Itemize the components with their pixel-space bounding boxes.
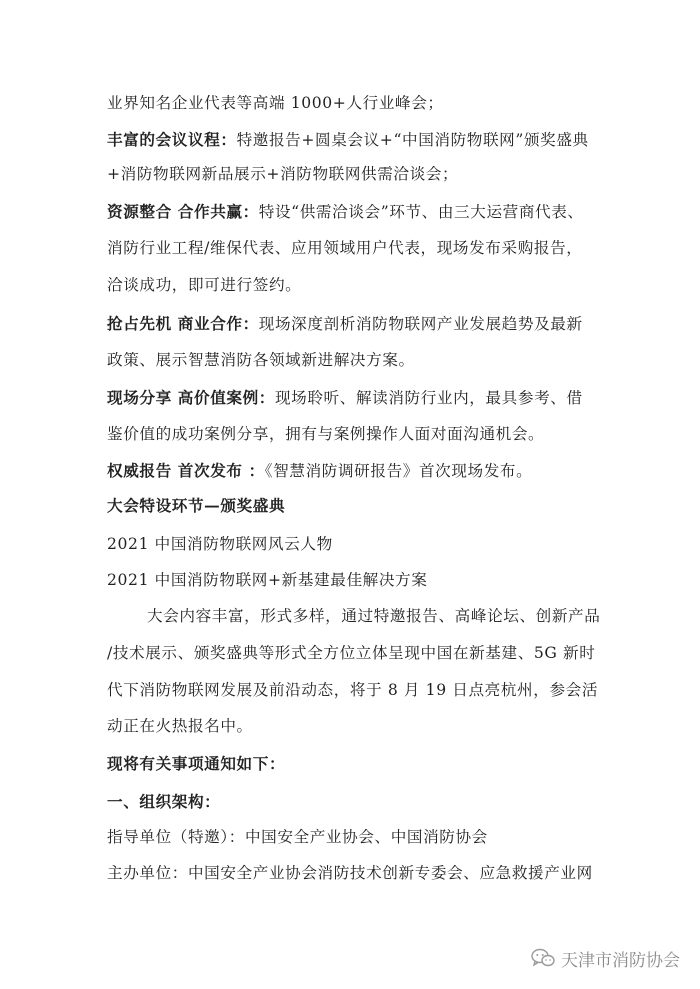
section-heading: 一、组织架构：	[107, 792, 221, 811]
doc-line	[107, 274, 607, 296]
line-text: 特邀报告+圆桌会议+“中国消防物联网”颁奖盛典	[236, 131, 589, 149]
line-text: 消防行业工程/维保代表、应用领域用户代表，现场发布采购报告，	[107, 239, 583, 257]
doc-line	[107, 349, 607, 371]
doc-line	[107, 163, 607, 185]
watermark	[531, 945, 680, 971]
line-text: 主办单位：中国安全产业协会消防技术创新专委会、应急救援产业网	[107, 864, 593, 882]
doc-line	[107, 679, 607, 701]
doc-line	[107, 569, 607, 591]
doc-line	[107, 862, 607, 884]
doc-line	[107, 715, 607, 737]
section-heading: 大会特设环节—颁奖盛典	[107, 496, 286, 515]
doc-line	[107, 642, 607, 664]
line-text: +消防物联网新品展示+消防物联网供需洽谈会；	[107, 165, 459, 183]
doc-line	[107, 791, 607, 813]
line-heading: 丰富的会议议程：	[107, 130, 237, 149]
line-heading: 权威报告 首次发布 ：	[107, 461, 265, 480]
line-text: 大会内容丰富，形式多样，通过特邀报告、高峰论坛、创新产品	[147, 607, 601, 625]
line-text: 政策、展示智慧消防各领域新进解决方案。	[107, 351, 415, 369]
doc-line	[107, 237, 607, 259]
doc-line	[107, 201, 607, 223]
line-heading: 现场分享 高价值案例：	[107, 388, 275, 407]
line-text: 现场聆听、解读消防行业内，最具参考、借	[274, 389, 583, 407]
doc-line	[107, 460, 607, 482]
section-heading: 现将有关事项通知如下：	[107, 754, 286, 773]
line-text: 现场深度剖析消防物联网产业发展趋势及最新	[258, 315, 583, 333]
doc-line	[107, 129, 607, 151]
doc-line	[107, 495, 607, 517]
line-text: 2021 中国消防物联网+新基建最佳解决方案	[107, 571, 428, 589]
doc-line	[107, 826, 607, 848]
line-text: 代下消防物联网发展及前沿动态，将于 8 月 19 日点亮杭州，参会活	[107, 681, 599, 699]
line-text: 鉴价值的成功案例分享，拥有与案例操作人面对面沟通机会。	[107, 425, 545, 443]
watermark-text: 天津市消防协会	[561, 950, 680, 971]
line-text: 特设“供需洽谈会”环节、由三大运营商代表、	[258, 203, 584, 221]
line-heading: 抢占先机 商业合作：	[107, 314, 259, 333]
wechat-icon	[531, 948, 555, 968]
doc-line	[107, 423, 607, 445]
doc-line	[107, 92, 607, 114]
doc-line	[147, 605, 647, 627]
line-text: 《智慧消防调研报告》首次现场发布。	[264, 462, 533, 480]
doc-line	[107, 313, 607, 335]
line-text: 洽谈成功，即可进行签约。	[107, 276, 302, 294]
line-text: 动正在火热报名中。	[107, 717, 253, 735]
line-heading: 资源整合 合作共赢：	[107, 202, 259, 221]
line-text: 2021 中国消防物联网风云人物	[107, 535, 333, 553]
line-text: 指导单位（特邀）：中国安全产业协会、中国消防协会	[107, 828, 488, 846]
doc-line	[107, 387, 607, 409]
doc-line	[107, 533, 607, 555]
line-text: 业界知名企业代表等高端 1000+人行业峰会；	[107, 94, 444, 112]
doc-line	[107, 753, 607, 775]
line-text: /技术展示、颁奖盛典等形式全方位立体呈现中国在新基建、5G 新时	[107, 644, 596, 662]
